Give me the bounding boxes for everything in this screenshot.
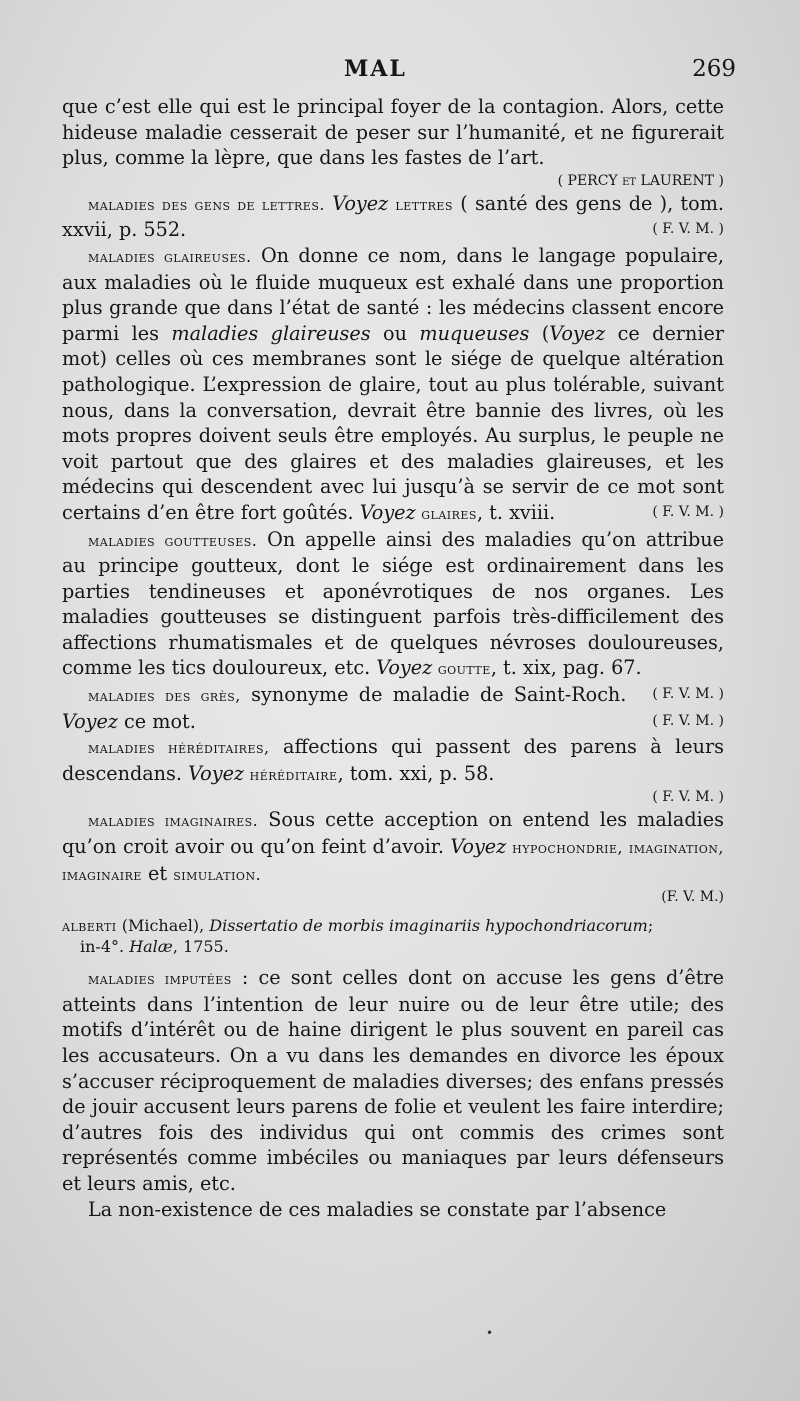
entry-term: maladies glaireuses. [88,246,252,266]
cross-reference: lettres [395,194,453,214]
author-signature: ( F. V. M. ) [652,789,724,806]
entry-lettres [62,191,724,243]
entry-term: maladies goutteuses. [88,530,258,550]
entry-imaginaires [62,807,724,887]
reference-detail: , t. xviii. [476,500,556,524]
author-signature: ( F. V. M. ) [652,503,724,520]
italic-term: muqueuses [419,321,530,345]
entry-contagion-continuation [62,94,724,171]
voyez-reference: Voyez [62,709,118,733]
entry-imputees-continued [62,1197,724,1223]
reference-detail: , tom. xxi, p. 58. [337,761,495,785]
reference-detail: ( santé des gens de ), tom. xxvii, p. 552. [62,191,724,242]
page-header [0,56,800,92]
reference-detail: et [141,861,174,885]
bib-author: alberti [62,916,117,936]
italic-term: maladies glaireuses [171,321,371,345]
bibliography-entry [62,915,724,957]
paragraph-text: ce dernier mot) celles où ces membranes sont le siége de quelque altération pathologique. L’expression de glaire, tout au plus tolérable, suivant nous, dans la conversation, devrait être bannie des livres, où les mots propres doivent seuls être employés. Au surplus, le peuple ne voit partout que des glaires et des maladies glaireuses, et les médecins qui descendent avec lui jusqu’à se servir de ce mot sont certains d’en être fort goûtés. [62,321,725,524]
voyez-reference: Voyez [376,656,433,680]
author-signature: ( PERCY et LAURENT ) [557,172,724,189]
bib-format: in-4°. [80,937,130,957]
bib-year: , 1755. [172,937,229,957]
voyez-reference: Voyez [188,761,245,785]
paragraph-text: ( [529,321,550,345]
printer-mark: • [486,1326,494,1340]
author-signature: (F. V. M.) [661,889,724,906]
entry-term: maladies des grès, [88,686,241,706]
cross-reference: héréditaire [244,764,338,784]
cross-reference: hypochondrie, imagination, imaginaire [62,838,724,884]
page-body [62,94,724,1222]
author-signature: ( F. V. M. ) [652,221,724,238]
cross-reference: simulation. [173,864,262,884]
voyez-reference: Voyez [549,321,606,345]
entry-hereditaires [62,734,724,787]
bib-place: Halæ [129,937,173,957]
paragraph-text: synonyme de maladie de Saint-Roch. [240,683,627,707]
author-signature: ( F. V. M. ) [652,686,724,703]
reference-detail: , t. xix, pag. 67. [490,656,642,680]
entry-imputees [62,965,724,1196]
voyez-reference: Voyez [359,500,416,524]
voyez-reference: Voyez [332,191,389,215]
page-number: 269 [692,56,736,82]
paragraph-text: : ce sont celles dont on accuse les gens d’être atteints dans l’intention de leur nuire ou de leur être utile; des motifs d’intérêt ou de haine dirigent le plus souvent en pareil cas les accusateurs. On a vu dans les demandes en divorce les époux s’accuser réciproquement de maladies diverses; des enfans pressés de jouir accusent leurs parens de folie et veulent les faire interdire; d’autres fois des individus qui ont commis des crimes sont représentés comme imbéciles ou maniaques par leurs défenseurs et leurs amis, etc. [62,966,724,1195]
author-signature: ( F. V. M. ) [652,712,724,729]
cross-reference: glaires [415,503,477,523]
entry-gres [62,682,724,734]
paragraph-text: La non-existence de ces maladies se constate par l’absence [88,1197,667,1221]
bib-title: Dissertatio de morbis imaginariis hypochondriacorum [209,916,648,936]
paragraph-text: On appelle ainsi des maladies qu’on attribue au principe goutteux, dont le siége est ordinairement dans les parties tendineuses et aponévrotiques de nos organes. Les maladies goutteuses se distinguent parfois très-difficilement des affections rhumatismales et de quelques névroses douloureuses, comme les tics douloureux, etc. [62,527,724,680]
bib-author-detail: (Michael), [116,916,210,936]
paragraph-text: affections qui passent des parens à leurs descendans. [62,735,724,785]
entry-term: maladies héréditaires, [88,738,270,758]
paragraph-text: que c’est elle qui est le principal foyer de la contagion. Alors, cette hideuse maladie cesserait de peser sur l’humanité, et ne figurerait plus, comme la lèpre, que dans les fastes de l’art. [62,95,724,170]
voyez-reference: Voyez [450,835,507,859]
entry-term: maladies imputées [88,969,232,989]
reference-detail: ce mot. [117,709,196,733]
bib-punct: ; [647,916,654,936]
paragraph-text: On donne ce nom, dans le langage populaire, aux maladies où le fluide muqueux est exhalé dans une proportion plus grande que dans l’état de santé : les médecins classent encore parmi les [62,243,724,345]
entry-glaireuses [62,243,724,527]
paragraph-text: Sous cette acception on entend les maladies qu’on croit avoir ou qu’on feint d’avoir. [62,808,724,859]
running-head: MAL [344,56,407,82]
cross-reference: goutte [432,659,491,679]
bib-continuation [62,936,724,957]
entry-term: maladies des gens de lettres. [88,194,325,214]
paragraph-text: ou [370,321,420,345]
entry-term: maladies imaginaires. [88,811,259,831]
